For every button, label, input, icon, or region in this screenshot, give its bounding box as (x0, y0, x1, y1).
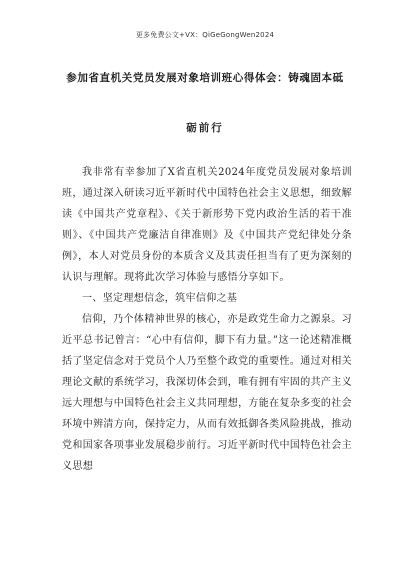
document-body (62, 162, 352, 477)
document-subtitle: 砺前行 (186, 122, 224, 134)
document-title: 参加省直机关党员发展对象培训班心得体会：铸魂固本砥 (66, 72, 344, 84)
section-heading: 一、坚定理想信念，筑牢信仰之基 (82, 293, 238, 304)
header-note: 更多免费公文+VX：QiGeGongWen2024 (135, 31, 275, 39)
intro-paragraph: 我非常有幸参加了X省直机关2024年度党员发展对象培训班，通过深入研读习近平新时代中国特色社会主义思想，细致解读《中国共产党章程》、《关于新形势下党内政治生活的若干准则》、《中国共产党廉洁自律准则》及《中国共产党纪律处分条例》，本人对党员身份的本质含义及其责任担当有了更为深刻的认识与理解。现将此次学习体验与感悟分享如下。 (62, 167, 352, 283)
section-paragraph: 信仰，乃个体精神世界的核心，亦是政党生命力之源泉。习近平总书记曾言：“心中有信仰，脚下有力量。”这一论述精准概括了坚定信念对于党员个人乃至整个政党的重要性。通过对相关理论文献的系统学习，我深切体会到，唯有拥有牢固的共产主义远大理想与中国特色社会主义共同理想，方能在复杂多变的社会环境中辨清方向，保持定力，从而有效抵御各类风险挑战，推动党和国家各项事业发展稳步前行。习近平新时代中国特色社会主义思想 (62, 314, 352, 472)
